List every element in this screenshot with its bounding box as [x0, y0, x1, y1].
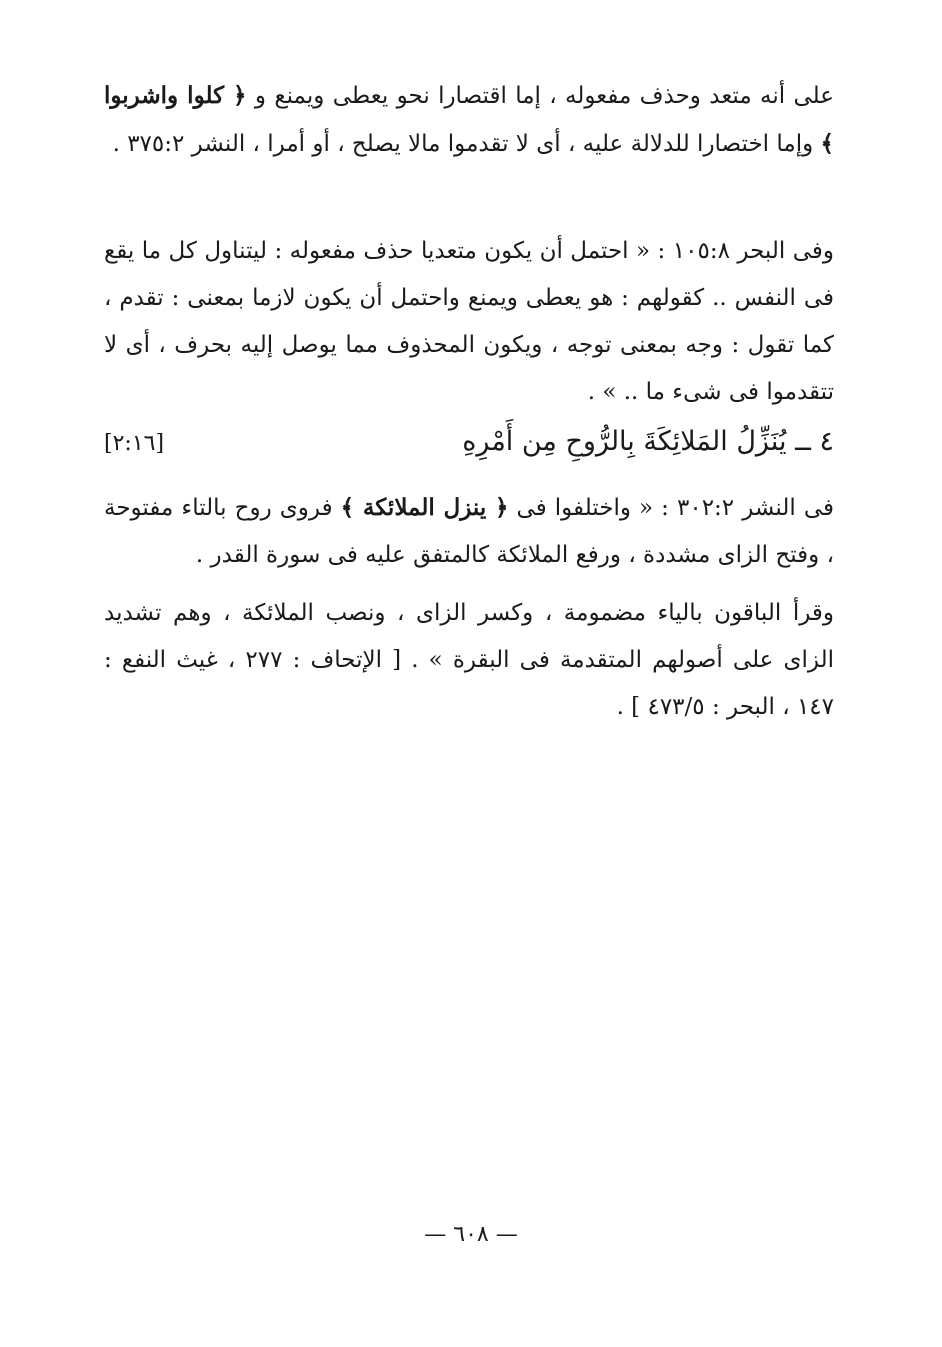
- verse-reference: [٢:١٦]: [104, 431, 165, 456]
- paragraph-2: [104, 228, 834, 416]
- paragraph-1-part1: على أنه متعد وحذف مفعوله ، إما اقتصارا نحو يعطى ويمنع و: [254, 83, 835, 109]
- verse-text: ٤ ــ يُنَزِّلُ المَلائِكَةَ بِالرُّوحِ مِن أَمْرِهِ: [462, 426, 834, 457]
- paragraph-3-part2: فروى روح بالتاء مفتوحة ، وفتح الزاى مشددة ، ورفع الملائكة كالمتفق عليه فى سورة القدر .: [104, 495, 834, 568]
- quran-quote-kulu-washrabu: ﴿ كلوا واشربوا ﴾: [104, 82, 834, 157]
- page-number: — ٦٠٨ —: [424, 1222, 518, 1247]
- verse-heading: [104, 418, 834, 466]
- paragraph-3-part1: فى النشر ٣٠٢:٢ : « واختلفوا فى: [508, 495, 835, 521]
- paragraph-1: [104, 72, 834, 168]
- quran-quote-yunazzil: ﴿ ينزل الملائكة ﴾: [340, 494, 509, 521]
- paragraph-2-text: وفى البحر ١٠٥:٨ : « احتمل أن يكون متعديا حذف مفعوله : ليتناول كل ما يقع فى النفس .. كقولهم : هو يعطى ويمنع واحتمل أن يكون لازما بمعنى : تقدم ، كما تقول : وجه بمعنى توجه ، ويكون المحذوف مما يوصل إليه بحرف ، أى لا تتقدموا فى شىء ما .. » .: [104, 238, 834, 405]
- paragraph-3: [104, 484, 834, 579]
- paragraph-1-part2: وإما اختصارا للدلالة عليه ، أى لا تقدموا مالا يصلح ، أو أمرا ، النشر ٣٧٥:٢ .: [112, 131, 814, 157]
- paragraph-4: [104, 590, 834, 731]
- paragraph-4-text: وقرأ الباقون بالياء مضمومة ، وكسر الزاى ، ونصب الملائكة ، وهم تشديد الزاى على أصولهم المتقدمة فى البقرة » . [ الإتحاف : ٢٧٧ ، غيث النفع : ١٤٧ ، البحر : ٤٧٣/٥ ] .: [104, 600, 835, 720]
